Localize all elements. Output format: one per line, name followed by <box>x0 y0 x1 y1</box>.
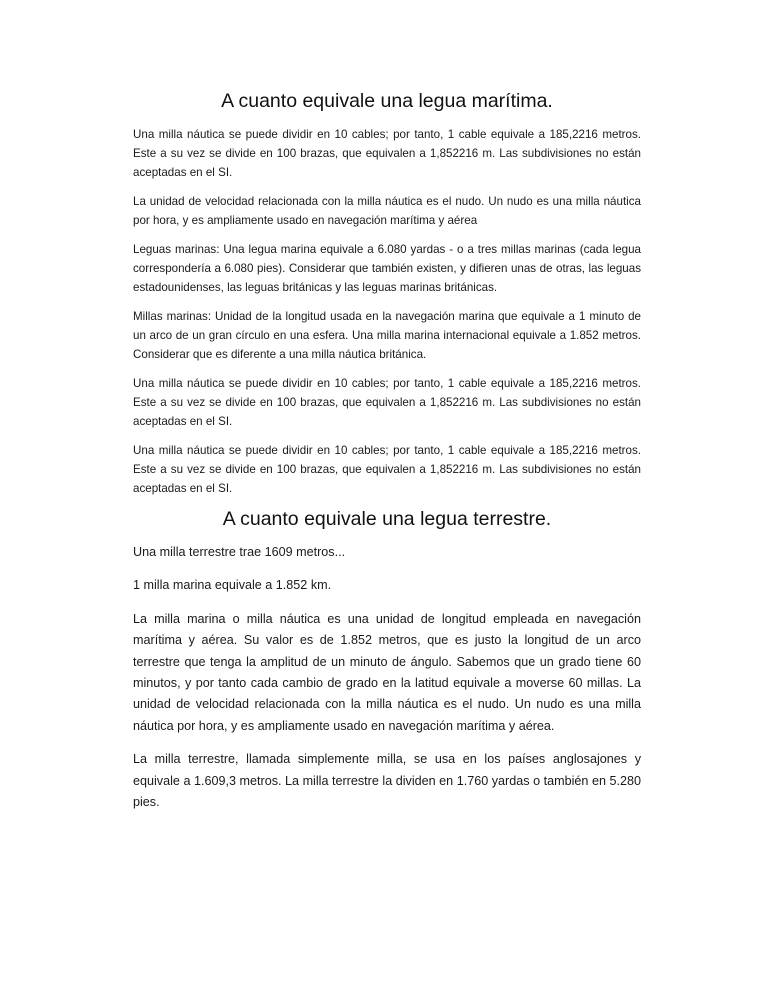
document-page <box>133 84 641 825</box>
section-body-maritime <box>133 125 641 498</box>
section-title-terrestrial: A cuanto equivale una legua terrestre. <box>222 508 552 530</box>
section-title-maritime: A cuanto equivale una legua marítima. <box>221 90 553 112</box>
paragraph: Una milla terrestre trae 1609 metros... <box>133 545 346 559</box>
paragraph: Millas marinas: Unidad de la longitud usada en la navegación marina que equivale a 1 minuto de un arco de un gran círculo en una esfera. Una milla marina internacional equivale a 1.852 metros. Considerar que es diferente a una milla náutica británica. <box>133 310 641 361</box>
paragraph: Una milla náutica se puede dividir en 10 cables; por tanto, 1 cable equivale a 185,2216 metros. Este a su vez se divide en 100 brazas, que equivalen a 1,852216 m. Las subdivisiones no están aceptadas en el SI. <box>133 377 641 428</box>
paragraph: Una milla náutica se puede dividir en 10 cables; por tanto, 1 cable equivale a 185,2216 metros. Este a su vez se divide en 100 brazas, que equivalen a 1,852216 m. Las subdivisiones no están aceptadas en el SI. <box>133 444 641 495</box>
paragraph: La milla marina o milla náutica es una unidad de longitud empleada en navegación marítima y aérea. Su valor es de 1.852 metros, que es justo la longitud de un arco terrestre que tenga la amplitud de un minuto de ángulo. Sabemos que un grado tiene 60 minutos, y por tanto cada cambio de grado en la latitud equivale a moverse 60 millas. La unidad de velocidad relacionada con la milla náutica es el nudo. Un nudo es una milla náutica por hora, y es ampliamente usado en navegación marítima y aérea. <box>133 611 641 733</box>
section-body-terrestrial <box>133 542 641 813</box>
paragraph: Una milla náutica se puede dividir en 10 cables; por tanto, 1 cable equivale a 185,2216 metros. Este a su vez se divide en 100 brazas, que equivalen a 1,852216 m. Las subdivisiones no están aceptadas en el SI. <box>133 128 641 179</box>
paragraph: Leguas marinas: Una legua marina equivale a 6.080 yardas - o a tres millas marinas (cada legua correspondería a 6.080 pies). Considerar que también existen, y difieren unas de otras, las leguas estadounidenses, las leguas británicas y las leguas marinas británicas. <box>133 243 641 294</box>
paragraph: La milla terrestre, llamada simplemente milla, se usa en los países anglosajones y equivale a 1.609,3 metros. La milla terrestre la dividen en 1.760 yardas o también en 5.280 pies. <box>133 752 641 810</box>
paragraph: 1 milla marina equivale a 1.852 km. <box>133 578 332 593</box>
paragraph: La unidad de velocidad relacionada con la milla náutica es el nudo. Un nudo es una milla náutica por hora, y es ampliamente usado en navegación marítima y aérea <box>133 195 641 227</box>
